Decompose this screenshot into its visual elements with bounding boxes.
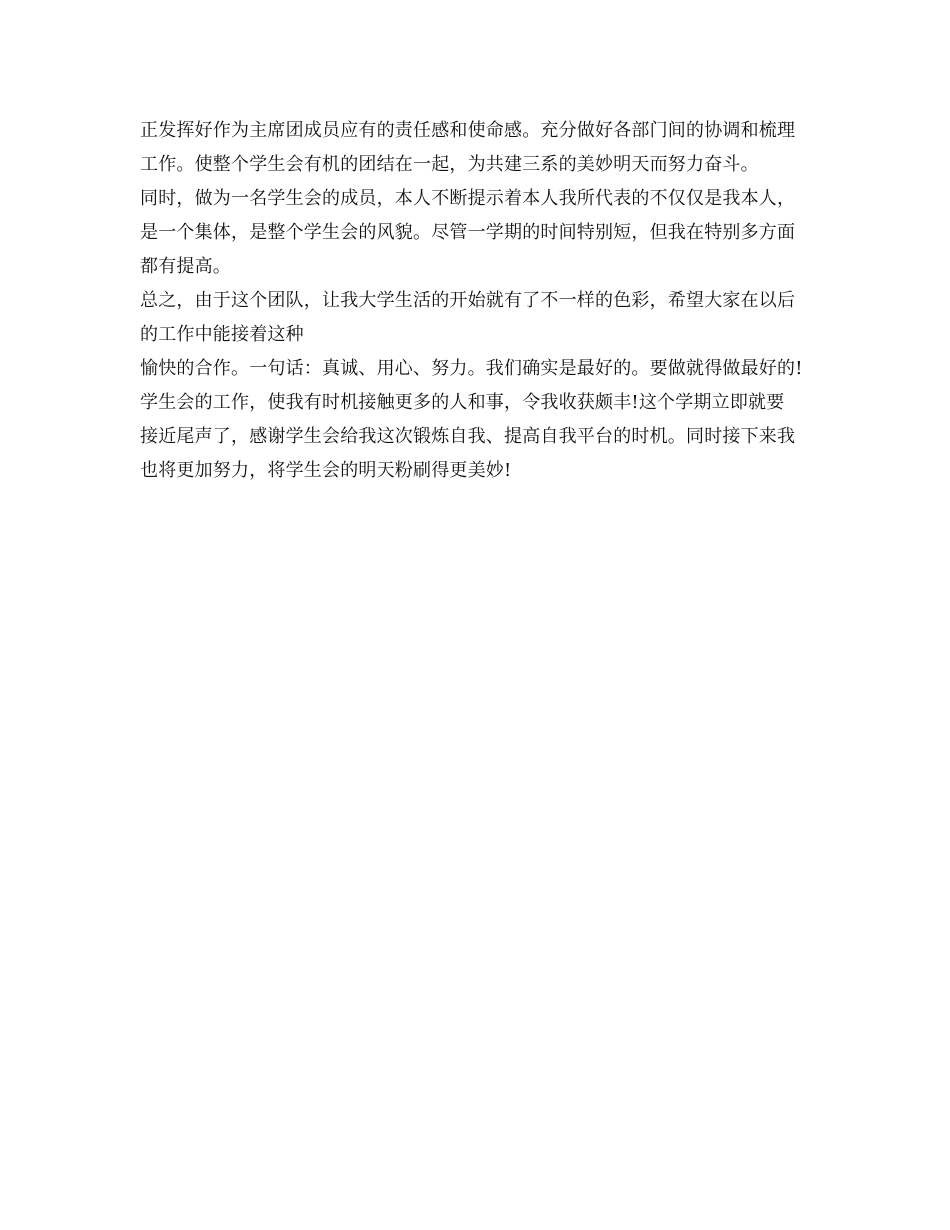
text-line: 正发挥好作为主席团成员应有的责任感和使命感。充分做好各部门间的协调和梳理 <box>140 120 796 141</box>
document-body <box>140 114 820 488</box>
text-line: 工作。使整个学生会有机的团结在一起，为共建三系的美妙明天而努力奋斗。 <box>140 154 759 175</box>
text-line: 的工作中能接着这种 <box>140 324 304 345</box>
text-line: 都有提高。 <box>140 256 231 277</box>
text-line: 也将更加努力，将学生会的明天粉刷得更美妙! <box>140 460 512 481</box>
text-line: 总之，由于这个团队，让我大学生活的开始就有了不一样的色彩，希望大家在以后 <box>140 290 796 311</box>
text-line: 接近尾声了，感谢学生会给我这次锻炼自我、提高自我平台的时机。同时接下来我 <box>140 426 796 447</box>
text-line: 是一个集体，是整个学生会的风貌。尽管一学期的时间特别短，但我在特别多方面 <box>140 222 796 243</box>
text-line: 学生会的工作，使我有时机接触更多的人和事，令我收获颇丰!这个学期立即就要 <box>140 392 785 413</box>
text-line: 愉快的合作。一句话：真诚、用心、努力。我们确实是最好的。要做就得做最好的! <box>140 358 803 379</box>
text-line: 同时，做为一名学生会的成员，本人不断提示着本人我所代表的不仅仅是我本人， <box>140 188 796 209</box>
